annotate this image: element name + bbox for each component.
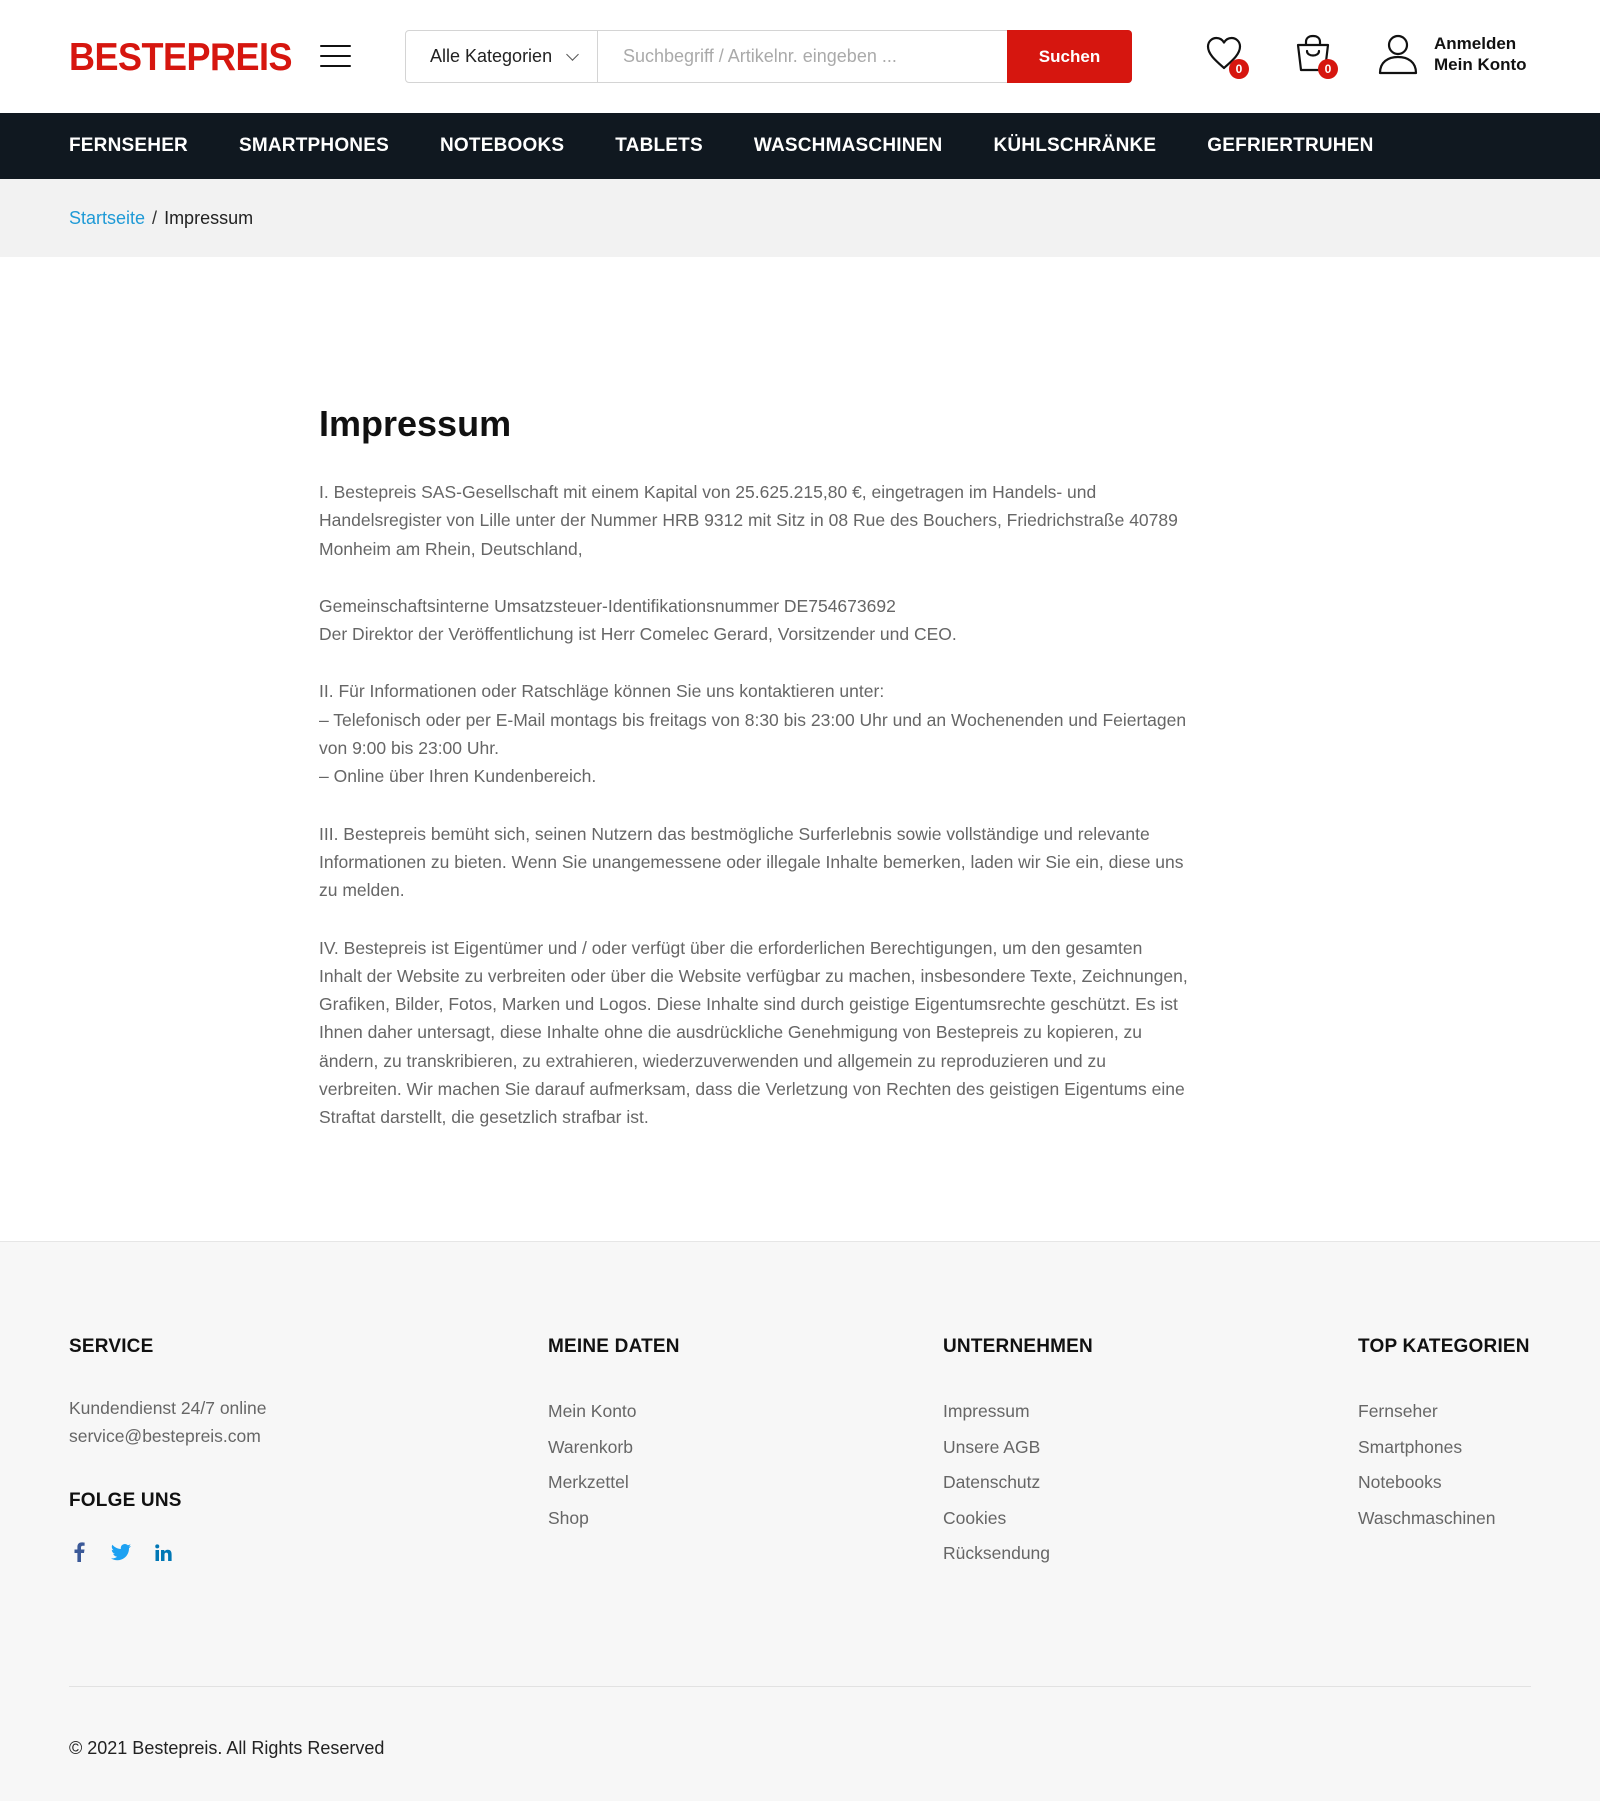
account-login-label: Anmelden [1434,34,1517,53]
text-line: Der Direktor der Veröffentlichung ist Herr Comelec Gerard, Vorsitzender und CEO. [319,624,957,645]
impressum-paragraph-company [319,478,1290,563]
text-line: II. Für Informationen oder Ratschläge können Sie uns kontaktieren unter: [319,681,885,702]
page-content [0,257,1290,1241]
search-input[interactable] [598,31,1007,82]
footer-column-meine-daten [548,1336,680,1536]
footer-follow-section [69,1490,267,1562]
text-line: zu melden. [319,880,405,901]
category-select-value: Alle Kategorien [430,46,553,66]
footer-column-service [69,1336,267,1562]
impressum-paragraph-vat [319,592,1290,649]
hamburger-icon-bar [320,45,351,47]
hamburger-icon-bar [320,55,351,57]
footer-heading-top-kategorien: TOP KATEGORIEN [1358,1336,1530,1357]
footer-link-datenschutz[interactable]: Datenschutz [943,1472,1041,1492]
footer-links-unternehmen [943,1394,1093,1572]
footer-service-email[interactable]: service@bestepreis.com [69,1426,261,1446]
user-icon [1378,33,1418,75]
footer-heading-unternehmen: UNTERNEHMEN [943,1336,1093,1357]
category-select[interactable] [406,31,598,82]
text-line: IV. Bestepreis ist Eigentümer und / oder verfügt über die erforderlichen Berechtigungen, um den gesamten [319,937,1143,958]
nav-item-gefriertruhen[interactable]: GEFRIERTRUHEN [1207,135,1374,156]
footer-column-unternehmen [943,1336,1093,1572]
footer-link-waschmaschinen[interactable]: Waschmaschinen [1358,1507,1496,1528]
footer-link-notebooks[interactable]: Notebooks [1358,1472,1442,1492]
text-line: Ihnen daher untersagt, diese Inhalte ohne die ausdrückliche Genehmigung von Bestepreis zu kopieren, zu [319,1022,1143,1043]
text-line: verbreiten. Wir machen Sie darauf aufmerksam, dass die Verletzung von Rechten des geistigen Eigentums eine [319,1079,1185,1100]
impressum-paragraph-contact [319,677,1290,790]
footer-heading-follow: FOLGE UNS [69,1490,182,1511]
account-link[interactable] [1378,33,1527,75]
text-line: Gemeinschaftsinterne Umsatzsteuer-Identifikationsnummer DE754673692 [319,595,896,616]
breadcrumb [0,179,1600,257]
footer-divider [69,1686,1531,1687]
nav-item-smartphones[interactable]: SMARTPHONES [238,135,389,156]
social-links [69,1542,267,1562]
page-title: Impressum [319,403,512,444]
wishlist-count-badge: 0 [1229,59,1249,79]
chevron-down-icon [566,48,579,61]
text-line: Monheim am Rhein, Deutschland, [319,538,583,559]
account-my-account-label: Mein Konto [1434,55,1527,74]
impressum-paragraph-copyright [319,934,1290,1132]
nav-item-waschmaschinen[interactable]: WASCHMASCHINEN [753,135,943,156]
site-header [0,0,1600,113]
footer-link-smartphones[interactable]: Smartphones [1358,1436,1463,1457]
site-footer [0,1241,1600,1801]
account-text [1434,33,1527,75]
breadcrumb-home-link[interactable]: Startseite [69,207,146,228]
nav-item-notebooks[interactable]: NOTEBOOKS [439,135,565,156]
cart-count-badge: 0 [1318,59,1338,79]
text-line: Informationen zu bieten. Wenn Sie unangemessene oder illegale Inhalte bemerken, laden wir Sie ein, diese uns [319,851,1184,872]
text-line: Handelsregister von Lille unter der Nummer HRB 9312 mit Sitz in 08 Rue des Bouchers, Friedrichstraße 40789 [319,510,1178,531]
nav-item-tablets[interactable]: TABLETS [615,135,703,156]
main-navigation [0,113,1600,179]
footer-link-merkzettel[interactable]: Merkzettel [548,1472,629,1492]
hamburger-icon-bar [320,65,351,67]
text-line: I. Bestepreis SAS-Gesellschaft mit einem Kapital von 25.625.215,80 €, eingetragen im Handels- und [319,482,1097,502]
breadcrumb-current: Impressum [164,207,254,228]
nav-item-kuehlschraenke[interactable]: KÜHLSCHRÄNKE [993,135,1157,156]
wishlist-button[interactable] [1203,33,1245,75]
text-line: – Online über Ihren Kundenbereich. [319,766,597,787]
nav-item-fernseher[interactable]: FERNSEHER [69,135,188,156]
text-line: von 9:00 bis 23:00 Uhr. [319,738,499,759]
footer-link-mein-konto[interactable]: Mein Konto [548,1401,637,1421]
text-line: ändern, zu transkribieren, zu extrahieren, wiederzuverwenden und allgemein zu reproduzieren und zu [319,1050,1106,1071]
footer-link-cookies[interactable]: Cookies [943,1507,1007,1528]
twitter-icon[interactable] [111,1542,131,1562]
footer-link-shop[interactable]: Shop [548,1507,589,1528]
facebook-icon[interactable] [69,1542,89,1562]
footer-heading-service: SERVICE [69,1336,154,1357]
text-line: – Telefonisch oder per E-Mail montags bis freitags von 8:30 bis 23:00 Uhr und an Wochenenden und Feiertagen [319,709,1187,730]
site-logo[interactable]: BESTEPREIS [69,33,293,79]
footer-link-agb[interactable]: Unsere AGB [943,1436,1041,1457]
search-bar [405,30,1132,83]
footer-links-top-kategorien [1358,1394,1530,1536]
footer-link-fernseher[interactable]: Fernseher [1358,1401,1438,1421]
menu-toggle-button[interactable] [320,45,351,67]
footer-heading-meine-daten: MEINE DATEN [548,1336,680,1357]
cart-button[interactable] [1292,33,1334,75]
footer-link-warenkorb[interactable]: Warenkorb [548,1436,633,1457]
search-button[interactable]: Suchen [1007,30,1132,83]
text-line: Grafiken, Bilder, Fotos, Marken und Logos. Diese Inhalte sind durch geistige Eigentumsrechte geschützt. Es ist [319,994,1178,1015]
copyright-text: © 2021 Bestepreis. All Rights Reserved [69,1738,385,1758]
impressum-paragraph-content-report [319,820,1290,905]
footer-column-top-kategorien [1358,1336,1530,1536]
linkedin-icon[interactable] [153,1542,173,1562]
text-line: Inhalt der Website zu verbreiten oder über die Website verfügbar zu machen, insbesondere Texte, Zeichnungen, [319,965,1188,986]
footer-link-impressum[interactable]: Impressum [943,1401,1030,1421]
footer-service-hours: Kundendienst 24/7 online [69,1398,267,1418]
text-line: III. Bestepreis bemüht sich, seinen Nutzern das bestmögliche Surferlebnis sowie vollständige und relevante [319,823,1150,844]
footer-links-meine-daten [548,1394,680,1536]
breadcrumb-separator: / [152,207,158,228]
footer-link-ruecksendung[interactable]: Rücksendung [943,1543,1051,1563]
text-line: Straftat darstellt, die gesetzlich strafbar ist. [319,1107,649,1128]
